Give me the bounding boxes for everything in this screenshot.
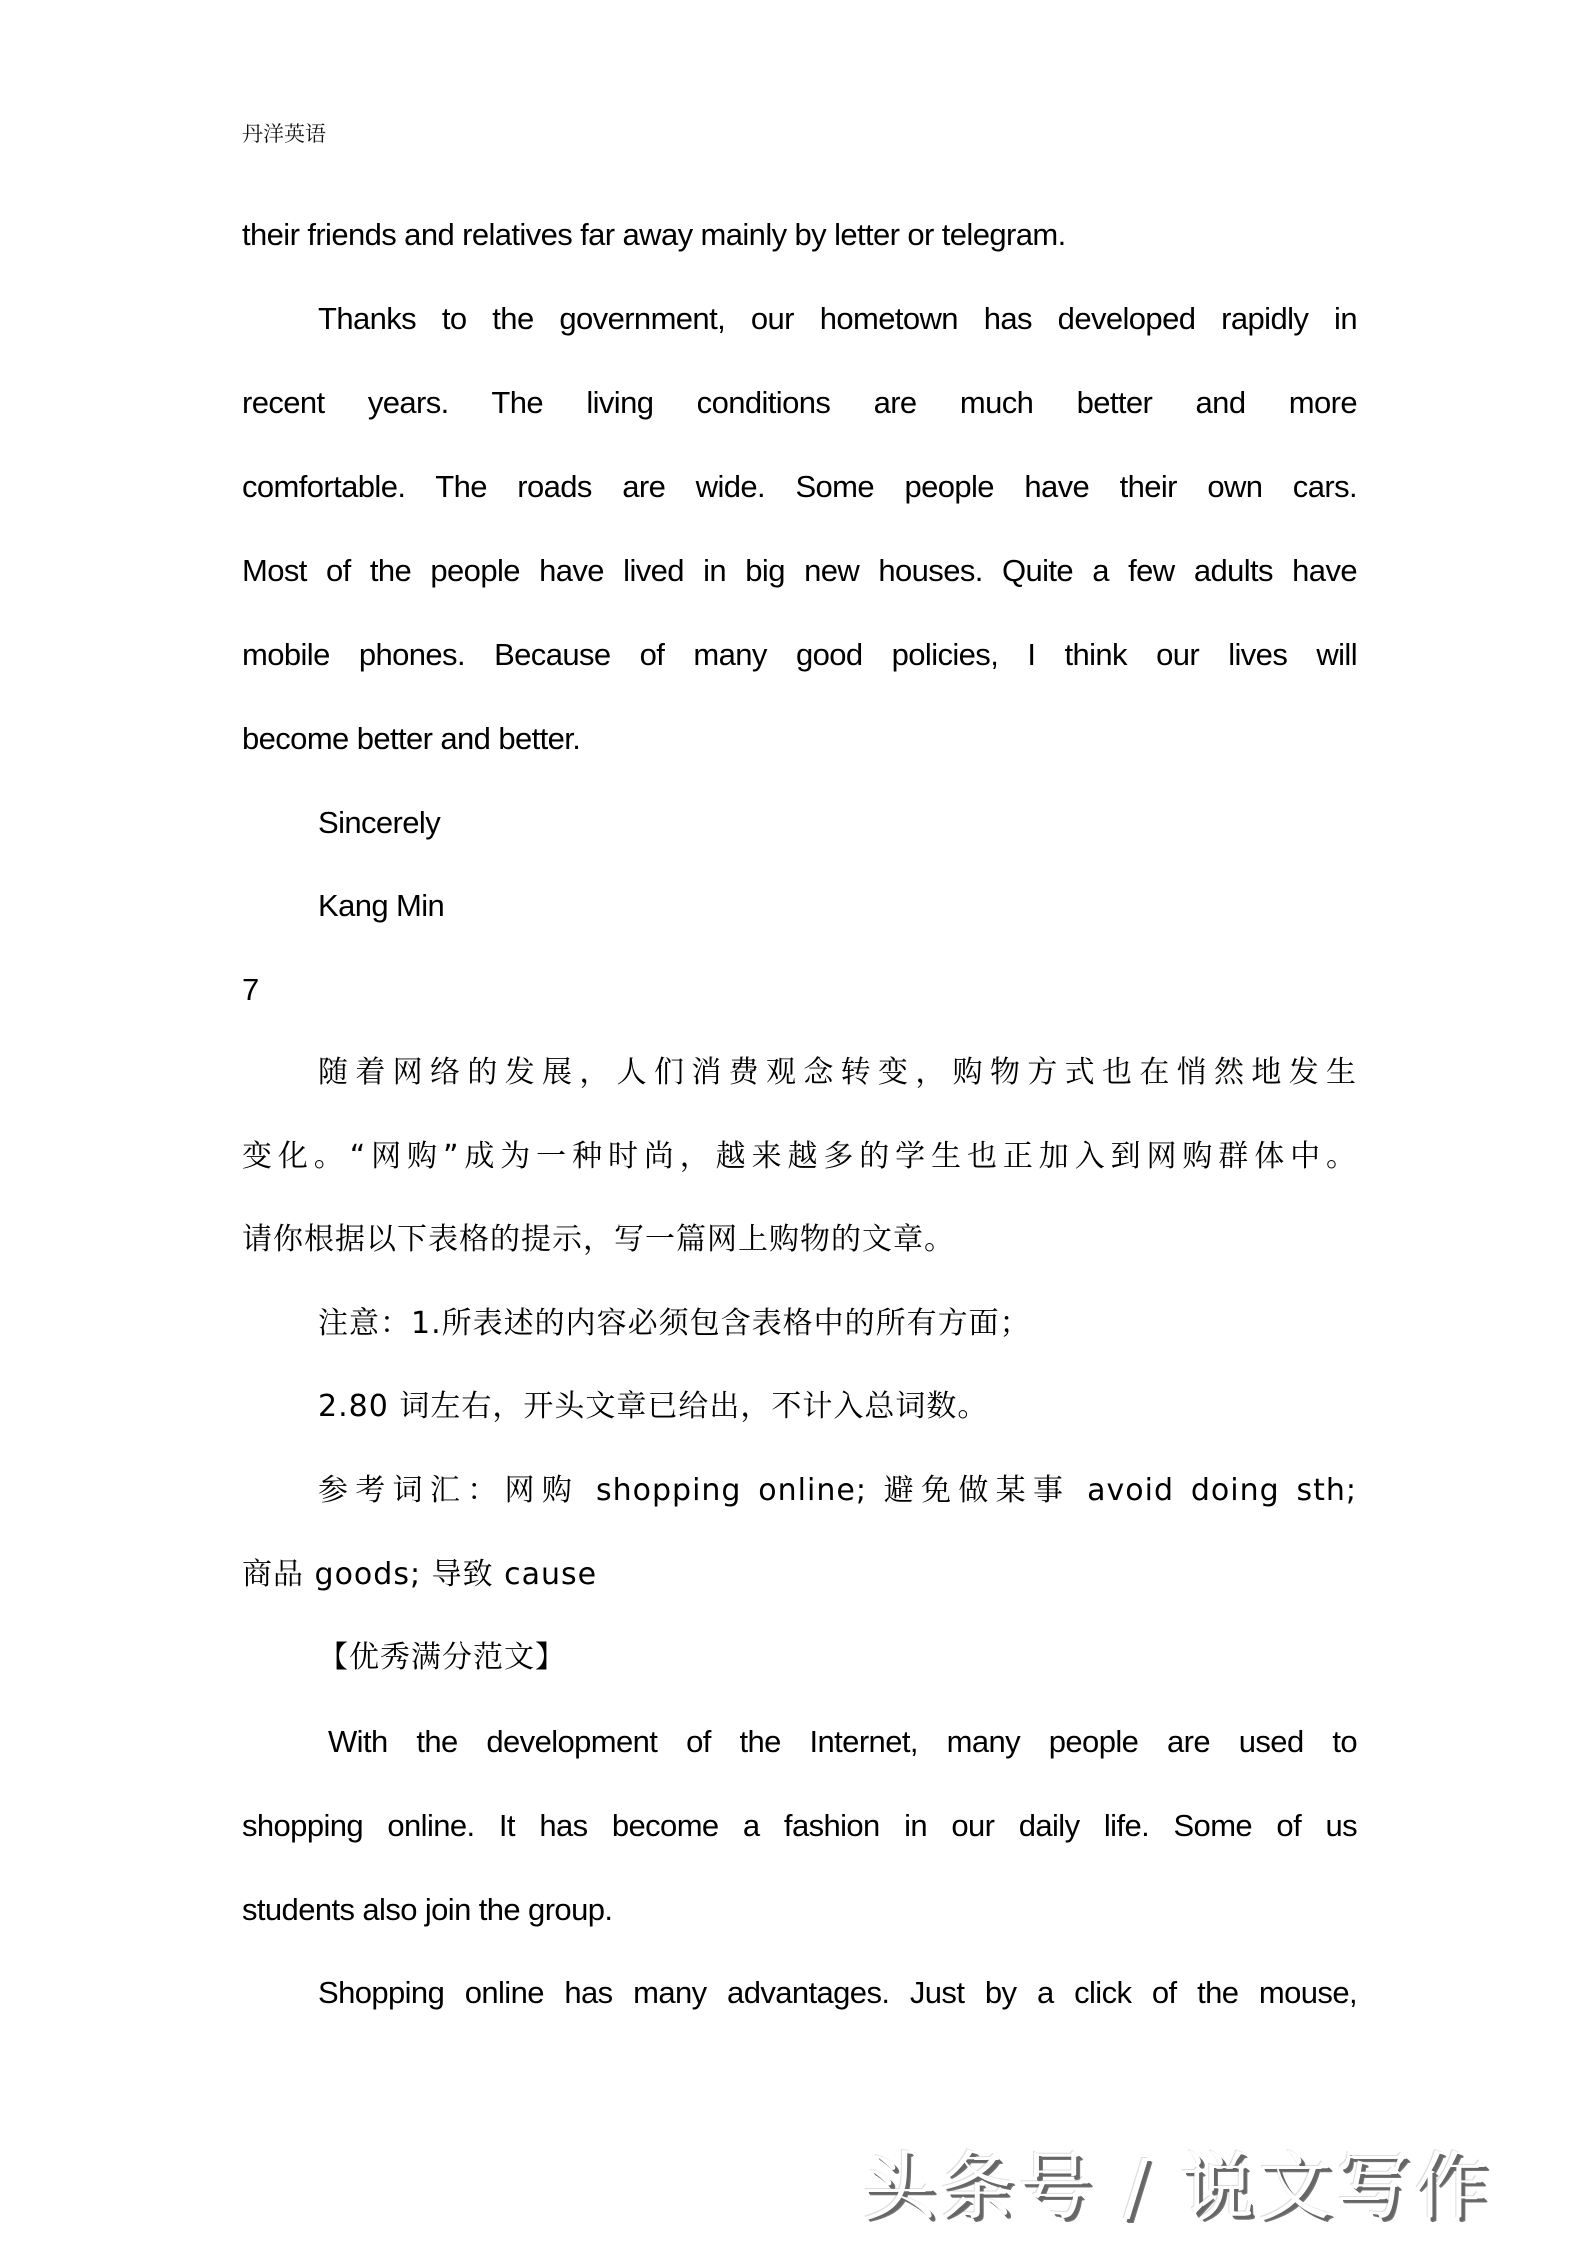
text-line: their friends and relatives far away mainly by letter or telegram. bbox=[242, 217, 1066, 252]
text-line: comfortable. The roads are wide. Some people have their own cars. bbox=[242, 469, 1357, 504]
text-line: students also join the group. bbox=[242, 1892, 613, 1927]
watermark: 头条号 / 说文写作 bbox=[862, 2144, 1492, 2230]
text-line: recent years. The living conditions are much better and more bbox=[242, 385, 1357, 420]
text-line: mobile phones. Because of many good policies, I think our lives will bbox=[242, 637, 1357, 672]
text-line: 变化。“网购”成为一种时尚，越来越多的学生也正加入到网购群体中。 bbox=[242, 1139, 1357, 1174]
text-line: 请你根据以下表格的提示，写一篇网上购物的文章。 bbox=[242, 1222, 955, 1257]
section-heading: 【优秀满分范文】 bbox=[318, 1640, 566, 1675]
closing-line: Sincerely bbox=[318, 805, 441, 840]
text-line: 参考词汇：网购 shopping online; 避免做某事 avoid doing sth; bbox=[318, 1473, 1357, 1508]
text-line: become better and better. bbox=[242, 721, 581, 756]
section-number: 7 bbox=[242, 972, 259, 1007]
text-line: Most of the people have lived in big new houses. Quite a few adults have bbox=[242, 553, 1357, 588]
text-line: 随着网络的发展，人们消费观念转变，购物方式也在悄然地发生 bbox=[318, 1055, 1357, 1090]
page-header: 丹洋英语 bbox=[242, 122, 326, 146]
text-line: Thanks to the government, our hometown has developed rapidly in bbox=[318, 301, 1357, 336]
text-line: Shopping online has many advantages. Just by a click of the mouse, bbox=[318, 1975, 1357, 2010]
text-line: 商品 goods; 导致 cause bbox=[242, 1557, 598, 1592]
signature-line: Kang Min bbox=[318, 888, 445, 923]
text-line: shopping online. It has become a fashion in our daily life. Some of us bbox=[242, 1808, 1357, 1843]
text-line: 注意：1.所表述的内容必须包含表格中的所有方面； bbox=[318, 1306, 1031, 1341]
text-line: With the development of the Internet, many people are used to bbox=[328, 1724, 1357, 1759]
text-line: 2.80 词左右，开头文章已给出，不计入总词数。 bbox=[318, 1389, 989, 1424]
